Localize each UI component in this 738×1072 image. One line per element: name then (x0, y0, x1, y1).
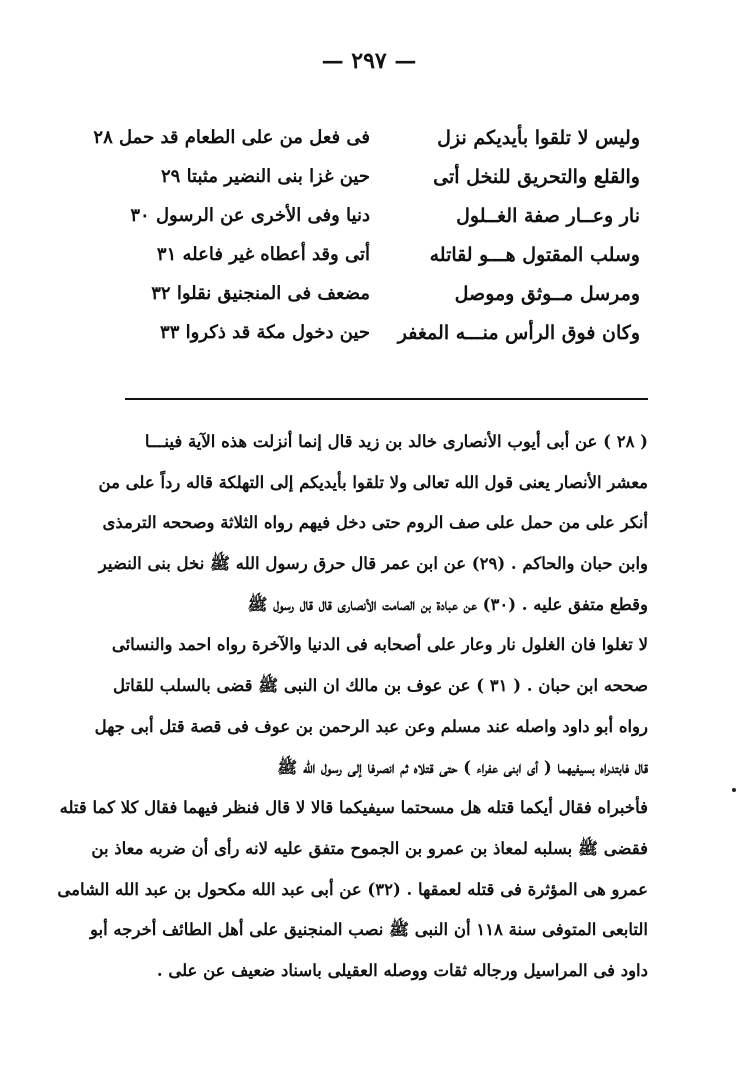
verse-first-hemistich: والقلع والتحريق للنخل أتى (433, 165, 640, 188)
footnote-line: عمرو هى المؤثرة فى قتله لعمقها . (٣٢) عن أبى عبد الله مكحول بن عبد الله الشامى (57, 879, 648, 899)
footnote-line: لا تغلوا فان الغلول نار وعار على أصحابه فى الدنيا والآخرة رواه احمد والنسائى (111, 635, 648, 655)
verse-second-hemistich: أتى وقد أعطاه غير فاعله ٣١ (156, 244, 370, 265)
poem-verse (120, 313, 640, 352)
footnote-line: وابن حبان والحاكم . (٢٩) عن ابن عمر قال حرق رسول الله ﷺ نخل بنى النضير (98, 554, 648, 574)
footnote-line: رواه أبو داود واصله عند مسلم وعن عبد الرحمن بن عوف فى قصة قتل أبى جهل (94, 716, 648, 736)
footnote-line: صححه ابن حبان . ( ٣١ ) عن عوف بن مالك ان النبى ﷺ قضى بالسلب للقاتل (113, 676, 648, 696)
footnote-line: أنكر على من حمل على صف الروم حتى دخل فيهم رواه الثلاثة وصححه الترمذى (102, 513, 648, 533)
footnote-line: وقطع متفق عليه . (٣٠) عن عبادة بن الصامت الأنصارى قال قال رسول ﷺ (247, 594, 648, 614)
poem-block (93, 118, 640, 352)
verse-first-hemistich: وليس لا تلقوا بأيديكم نزل (437, 126, 640, 149)
footnote-line: داود فى المراسيل ورجاله ثقات ووصله العقيلى باسناد ضعيف عن على . (156, 960, 648, 980)
poem-verse (120, 157, 640, 196)
poem-verse (120, 274, 640, 313)
footnote-line: معشر الأنصار يعنى قول الله تعالى ولا تلقوا بأيديكم إلى التهلكة قاله رداً على من (98, 472, 648, 492)
verse-first-hemistich: نار وعــار صفة الغــلول (456, 204, 640, 227)
verse-first-hemistich: وسلب المقتول هـــو لقاتله (429, 243, 640, 266)
verse-second-hemistich: فى فعل من على الطعام قد حمل ٢٨ (93, 127, 370, 148)
verse-second-hemistich: حين غزا بنى النضير مثبتا ٢٩ (160, 166, 370, 187)
poem-verse (93, 118, 640, 157)
verse-second-hemistich: دنيا وفى الأخرى عن الرسول ٣٠ (130, 205, 370, 226)
footnote-line: قال فابتدراه بسيفيهما ( أى ابنى عفراء ) حتى قتلاه ثم انصرفا إلى رسول الله ﷺ (277, 757, 648, 777)
page-number: — ٢٩٧ — (321, 48, 417, 74)
footnote-line: ( ٢٨ ) عن أبى أيوب الأنصارى خالد بن زيد قال إنما أنزلت هذه الآية فينـــا (144, 432, 648, 451)
footnotes-block (57, 422, 648, 992)
poem-verse (120, 235, 640, 274)
scan-speck (732, 788, 736, 792)
verse-first-hemistich: ومرسل مــوثق وموصل (454, 282, 640, 305)
verse-second-hemistich: مضعف فى المنجنيق نقلوا ٣٢ (151, 283, 370, 304)
section-divider (125, 398, 648, 400)
verse-first-hemistich: وكان فوق الرأس منـــه المغفر (397, 321, 640, 344)
verse-second-hemistich: حين دخول مكة قد ذكروا ٣٣ (160, 322, 370, 343)
footnote-line: التابعى المتوفى سنة ١١٨ أن النبى ﷺ نصب المنجنيق على أهل الطائف أخرجه أبو (89, 920, 648, 940)
footnote-line: فأخبراه فقال أيكما قتله هل مسحتما سيفيكما قالا لا قال فنظر فيهما فقال كلا كما قتله (59, 798, 648, 818)
footnote-line: فقضى ﷺ بسلبه لمعاذ بن عمرو بن الجموح متفق عليه لانه رأى أن ضربه معاذ بن (91, 838, 648, 858)
poem-verse (120, 196, 640, 235)
